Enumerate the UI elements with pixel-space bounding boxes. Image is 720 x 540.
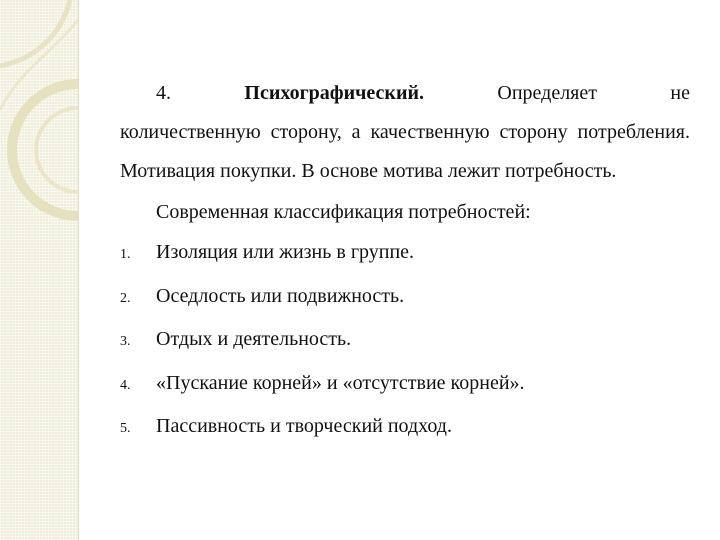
list-item-number: 1. — [120, 247, 131, 262]
side-divider — [78, 0, 79, 540]
needs-list — [120, 232, 690, 450]
decorative-swirl — [0, 0, 78, 280]
list-item-number: 5. — [120, 421, 131, 436]
heading-word-1: Определяет — [497, 82, 597, 104]
list-item-text: Оседлость или подвижность. — [156, 284, 405, 307]
list-item-text: Отдых и деятельность. — [156, 328, 352, 350]
list-item-number: 4. — [120, 377, 131, 393]
list-item — [120, 276, 690, 320]
list-item-text: Пассивность и творческий подход. — [156, 415, 452, 437]
list-item — [120, 363, 690, 407]
heading-term: Психографический. — [244, 82, 424, 104]
heading-word-2: не — [670, 82, 690, 104]
slide-content — [120, 74, 690, 450]
heading-number: 4. — [156, 82, 171, 104]
list-item-text: Изоляция или жизнь в группе. — [156, 241, 415, 263]
list-item-number: 3. — [120, 334, 131, 349]
paragraph-body: количественную сторону, а качественную сторону потребления. Мотивация покупки. В основе мотива лежит потребность. — [120, 121, 690, 182]
list-item-text: «Пускание корней» и «отсутствие корней». — [156, 371, 525, 394]
first-line — [120, 74, 690, 113]
list-item-number: 2. — [120, 290, 131, 306]
list-item — [120, 406, 690, 450]
list-item — [120, 232, 690, 276]
list-item — [120, 319, 690, 363]
list-intro: Современная классификация потребностей: — [156, 201, 531, 223]
